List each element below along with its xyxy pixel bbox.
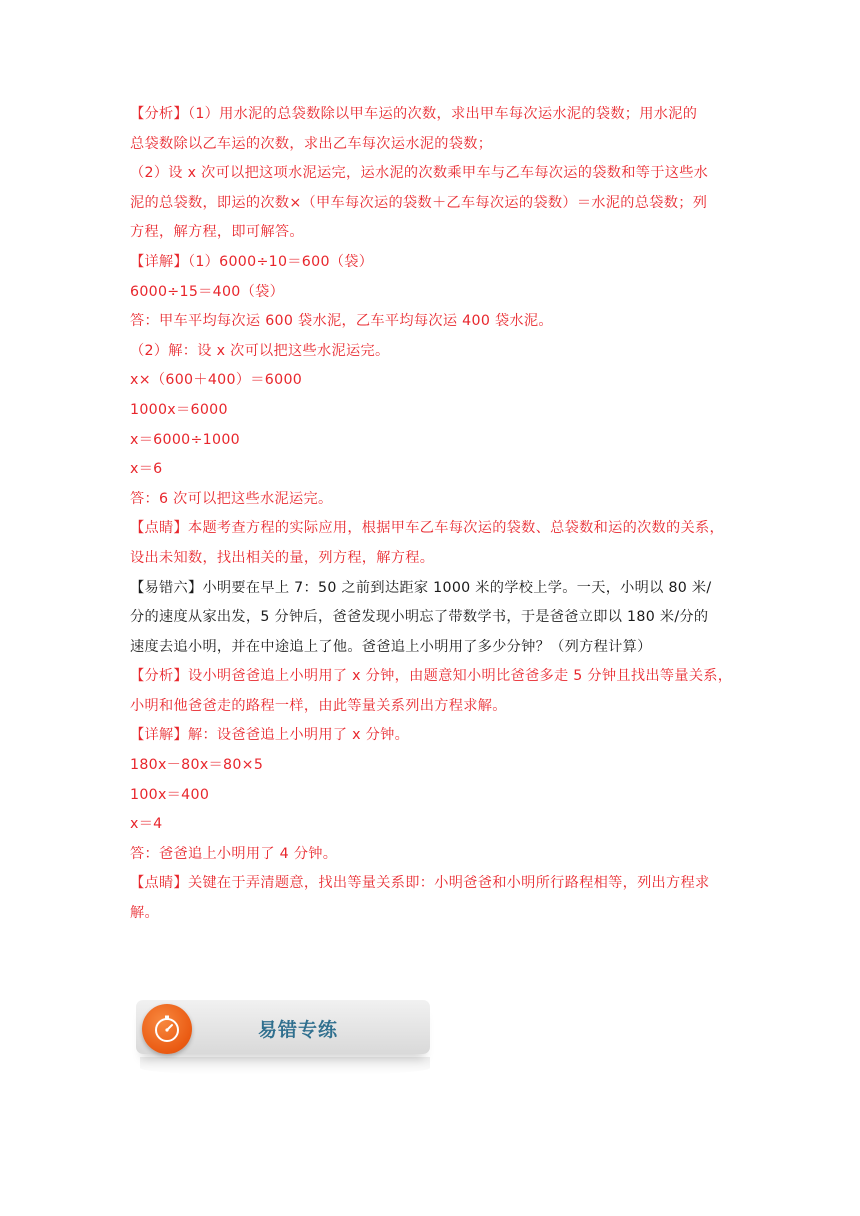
- question-line: 分的速度从家出发，5 分钟后，爸爸发现小明忘了带数学书，于是爸爸立即以 180 米/分的: [130, 609, 709, 626]
- text-line: 答：甲车平均每次运 600 袋水泥，乙车平均每次运 400 袋水泥。: [130, 313, 553, 330]
- stopwatch-icon: [142, 1004, 192, 1054]
- question-line: 速度去追小明，并在中途追上了他。爸爸追上小明用了多少分钟？（列方程计算）: [130, 638, 652, 655]
- text-line: 【点睛】本题考查方程的实际应用，根据甲车乙车每次运的袋数、总袋数和运的次数的关系，: [130, 520, 724, 537]
- text-line: x＝6: [130, 461, 163, 478]
- banner-title: 易错专练: [258, 1019, 339, 1041]
- text-line: 方程，解方程，即可解答。: [130, 224, 304, 241]
- text-line: 答：6 次可以把这些水泥运完。: [130, 490, 333, 507]
- text-line: 泥的总袋数，即运的次数×（甲车每次运的袋数＋乙车每次运的袋数）＝水泥的总袋数；列: [130, 194, 708, 211]
- banner-shadow: [140, 1057, 430, 1075]
- text-line: （2）设 x 次可以把这项水泥运完，运水泥的次数乘甲车与乙车每次运的袋数和等于这些水: [130, 165, 709, 182]
- question-line: 【易错六】小明要在早上 7：50 之前到达距家 1000 米的学校上学。一天，小明以 80 米/: [130, 579, 712, 596]
- text-line: 【详解】（1）6000÷10＝600（袋）: [130, 253, 374, 270]
- text-line: 100x＝400: [130, 786, 210, 803]
- text-line: x×（600＋400）＝6000: [130, 372, 303, 389]
- text-line: 答：爸爸追上小明用了 4 分钟。: [130, 845, 338, 862]
- text-line: x＝6000÷1000: [130, 431, 240, 448]
- text-line: （2）解：设 x 次可以把这些水泥运完。: [130, 342, 390, 359]
- text-line: 总袋数除以乙车运的次数，求出乙车每次运水泥的袋数；: [130, 135, 493, 152]
- text-line: 6000÷15＝400（袋）: [130, 283, 285, 300]
- text-line: 【分析】（1）用水泥的总袋数除以甲车运的次数，求出甲车每次运水泥的袋数；用水泥的: [130, 106, 698, 122]
- stopwatch-glyph: [151, 1013, 183, 1045]
- section-banner: [136, 1000, 430, 1054]
- text-line: 小明和他爸爸走的路程一样，由此等量关系列出方程求解。: [130, 697, 507, 714]
- document-body: [130, 100, 735, 929]
- text-line: 解。: [130, 905, 159, 922]
- text-line: 【分析】设小明爸爸追上小明用了 x 分钟，由题意知小明比爸爸多走 5 分钟且找出等量关系，: [130, 668, 733, 685]
- text-line: x＝4: [130, 816, 163, 833]
- text-line: 【点睛】关键在于弄清题意，找出等量关系即：小明爸爸和小明所行路程相等，列出方程求: [130, 875, 710, 892]
- text-line: 【详解】解：设爸爸追上小明用了 x 分钟。: [130, 727, 410, 744]
- text-line: 180x－80x＝80×5: [130, 757, 264, 774]
- text-line: 设出未知数，找出相关的量，列方程，解方程。: [130, 549, 435, 566]
- text-line: 1000x＝6000: [130, 401, 228, 418]
